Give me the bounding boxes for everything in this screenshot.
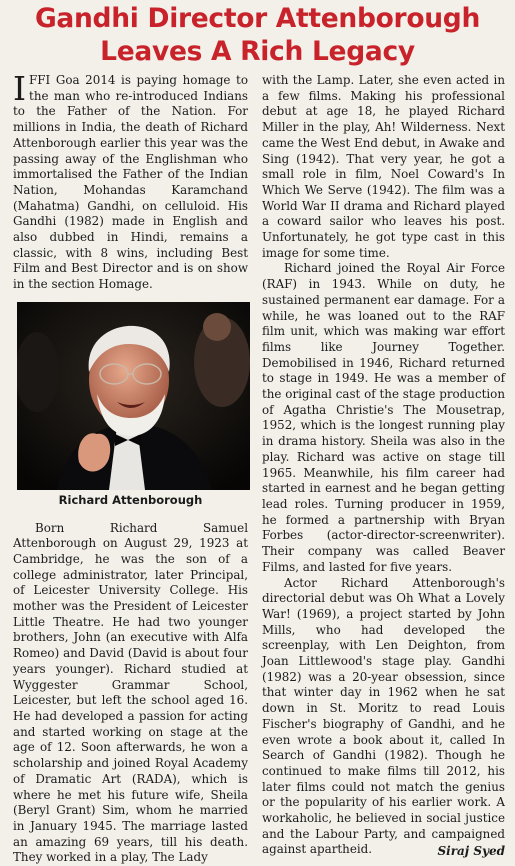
- left-column: [13, 69, 248, 866]
- headline-line-1: Gandhi Director Attenborough: [34, 3, 481, 34]
- born-paragraph: Born Richard Samuel Attenborough on August 29, 1923 at Cambridge, he was the son of a college administrator, later Principal, of Leicester University College. His mother was the President of Leicester Little Theatre. He had two younger brothers, John (an executive with Alfa Romeo) and David (David is about four years younger). Richard studied at Wyggester Grammar School, Leicester, but left the school aged 16. He had developed a passion for acting and started working on stage at the age of 12. Soon afterwards, he won a scholarship and joined Royal Academy of Dramatic Art (RADA), which is where he met his future wife, Sheila (Beryl Grant) Sim, whom he married in January 1945. The marriage lasted an amazing 69 years, till his death. They worked in a play, The Lady: [13, 520, 248, 865]
- intro-text: FFI Goa 2014 is paying homage to the man who re-introduced Indians to the Father of the Nation. For millions in India, the death of Richard Attenborough earlier this year was the passing away of the Englishman who immortalised the Father of the Indian Nation, Mohandas Karamchand (Mahatma) Gandhi, on celluloid. His Gandhi (1982) made in English and also dubbed in Hindi, remains a classic, with 8 wins, including Best Film and Best Director and is on show in the section Homage.: [13, 73, 248, 292]
- right-column: [262, 73, 505, 860]
- director-paragraph: Actor Richard Attenborough's directorial debut was Oh What a Lovely War! (1969), a project started by John Mills, who had developed the screenplay, with Len Deighton, from Joan Littlewood's stage play. Gandhi (1982) was a 20-year obsession, since that winter day in 1962 when he sat down in St. Moritz to read Louis Fischer's biography of Gandhi, and he even wrote a book about it, called In Search of Gandhi (1982). Though he continued to make films till 2012, his later films could not match the genius or the popularity of his earlier work. A workaholic, he believed in social justice and the Labour Party, and campaigned against apartheid.: [262, 575, 505, 857]
- raf-paragraph: Richard joined the Royal Air Force (RAF) in 1943. While on duty, he sustained permanent ear damage. For a while, he was loaned out to the RAF film unit, which was making war effort films like Journey Together. Demobilised in 1946, Richard returned to stage in 1949. He was a member of the original cast of the stage production of Agatha Christie's The Mousetrap, 1952, which is the longest running play in drama history. Sheila was also in the play. Richard was active on stage till 1965. Meanwhile, his film career had started in earnest and he began getting lead roles. Turning producer in 1959, he formed a partnership with Bryan Forbes (actor-director-screenwriter). Their company was called Beaver Films, and lasted for five years.: [262, 261, 505, 574]
- article-headline: [0, 2, 515, 68]
- byline: Siraj Syed: [437, 844, 505, 859]
- drop-cap: I: [13, 69, 27, 108]
- portrait-photo: [17, 302, 250, 490]
- photo-caption: Richard Attenborough: [58, 492, 203, 507]
- continued-paragraph: with the Lamp. Later, she even acted in a few films. Making his professional debut at age 18, he played Richard Miller in the play, Ah! Wilderness. Next came the West End debut, in Awake and Sing (1942). That very year, he got a small role in film, Noel Coward's In Which We Serve (1942). The film was a World War II drama and Richard played a coward sailor who leaves his post. Unfortunately, he got type cast in this image for some time.: [262, 73, 505, 260]
- intro-paragraph: [13, 69, 248, 293]
- portrait-illustration: [17, 302, 250, 490]
- headline-line-2: Leaves A Rich Legacy: [100, 36, 415, 67]
